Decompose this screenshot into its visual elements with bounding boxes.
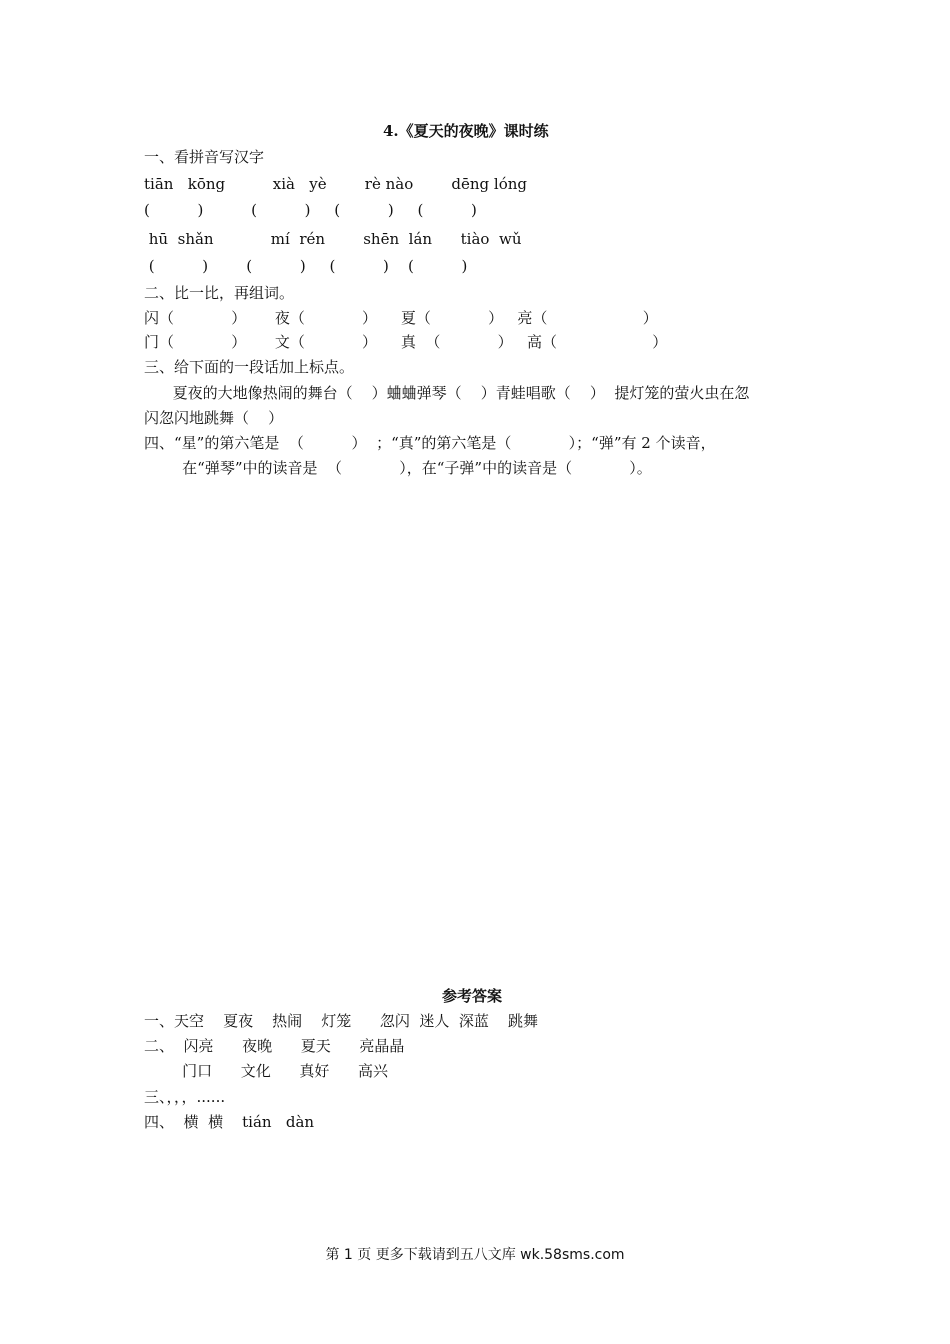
q1-blanks-row2: ( ) ( ) ( ) ( ) (144, 257, 468, 275)
answer-2-row1: 二、 闪亮 夜晚 夏天 亮晶晶 (144, 1037, 405, 1055)
q4-line1: 四、“星”的第六笔是 （ ） ；“真”的第六笔是（ ）；“弹”有 2 个读音， (144, 434, 716, 452)
answers-title: 参考答案 (442, 987, 503, 1005)
answer-1: 一、天空 夏夜 热闹 灯笼 忽闪 迷人 深蓝 跳舞 (144, 1012, 538, 1030)
q3-line2: 闪忽闪地跳舞（ ） (144, 409, 284, 427)
q2-heading: 二、比一比，再组词。 (144, 284, 295, 302)
q4-line2: 在“弹琴”中的读音是 （ ），在“子弹”中的读音是（ ）。 (144, 459, 652, 477)
page-footer: 第 1 页 更多下载请到五八文库 wk.58sms.com (325, 1247, 625, 1263)
q2-row1: 闪（ ） 夜（ ） 夏（ ） 亮（ ） (144, 309, 658, 327)
q1-pinyin-row1: tiān kōng xià yè rè nào dēng lóng (144, 175, 527, 193)
answer-3: 三、，，，...... (144, 1088, 226, 1106)
q3-line1: 夏夜的大地像热闹的舞台（ ）蛐蛐弹琴（ ）青蛙唱歌（ ） 提灯笼的萤火虫在忽 (144, 384, 750, 402)
answer-2-row2: 门口 文化 真好 高兴 (144, 1062, 388, 1080)
q1-heading: 一、看拼音写汉字 (144, 148, 265, 166)
exercise-title: 4.《夏天的夜晚》课时练 (383, 122, 549, 140)
q2-row2: 门（ ） 文（ ） 真 （ ） 高（ ） (144, 333, 668, 351)
answer-4: 四、 横 横 tián dàn (144, 1113, 315, 1131)
q1-pinyin-row2: hū shǎn mí rén shēn lán tiào wǔ (144, 230, 522, 248)
q3-heading: 三、给下面的一段话加上标点。 (144, 358, 355, 376)
q1-blanks-row1: ( ) ( ) ( ) ( ) (144, 201, 477, 219)
